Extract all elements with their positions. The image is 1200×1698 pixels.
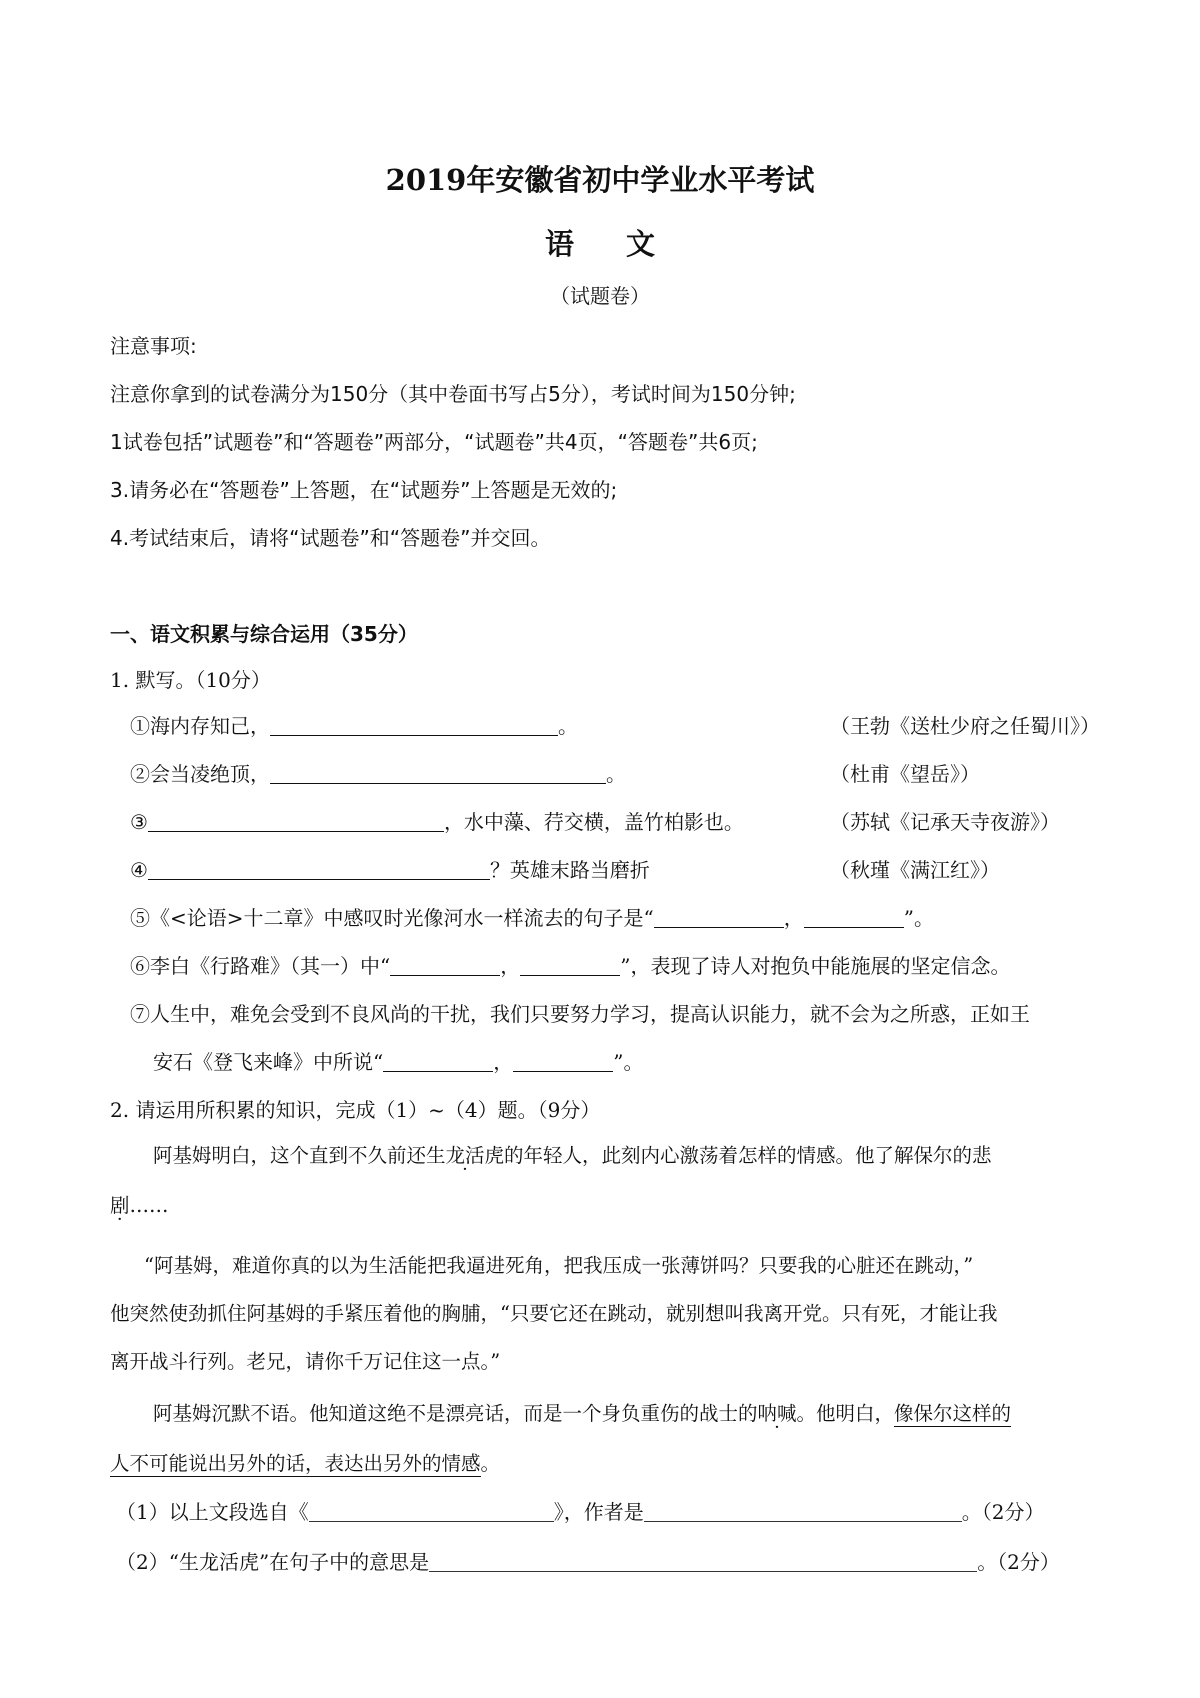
answer-blank[interactable] [654,907,784,928]
passage-para-2-line-2: 他突然使劲抓住阿基姆的手紧压着他的胸脯，“只要它还在跳动，就别想叫我离开党。只有死，才能让我 [110,1302,998,1325]
answer-blank[interactable] [429,1551,977,1572]
passage-text: 阿基姆沉默不语。他知道这绝不是漂亮话，而是一个身负重伤的战士的 [153,1402,758,1425]
item-text: （2）“生龙活虎”在句子中的意思是 [116,1550,430,1574]
emphasized-char: 剧 [110,1194,130,1217]
answer-blank[interactable] [148,859,490,880]
item-text: ③ [130,810,148,834]
item-text: 。 [558,714,578,738]
exam-subject: 语文 [544,227,707,261]
underlined-sentence: 像保尔这样的 [894,1402,1012,1425]
item-text: ”，表现了诗人对抱负中能施展的坚定信念。 [620,954,1011,978]
item-text: ， [783,906,804,930]
answer-blank[interactable] [644,1501,962,1522]
answer-blank[interactable] [383,1051,493,1072]
question-1-item-1 [130,710,578,739]
section-1-heading: 一、语文积累与综合运用（35分） [110,622,418,646]
answer-blank[interactable] [390,955,500,976]
item-text: ④ [130,858,148,882]
item-text: ⑥李白《行路难》（其一）中“ [130,954,391,978]
passage-text: 阿基姆明白，这个直到不久前还 [153,1144,427,1167]
question-1-item-7-line-2 [153,1046,643,1075]
item-text: ”。 [613,1050,644,1074]
question-2-sub-2 [116,1546,1060,1575]
item-text: 。（2分） [977,1550,1060,1574]
notice-item-4: 4.考试结束后，请将“试题卷”和“答题卷”并交回。 [110,526,551,550]
item-text: 安石《登飞来峰》中所说“ [153,1050,384,1074]
item-text: ，水中藻、荇交横，盖竹柏影也。 [443,810,744,834]
item-text: 。 [606,762,626,786]
question-1-item-6 [130,950,1010,979]
passage-text: 。他明白， [796,1402,895,1425]
question-1-item-7-line-1: ⑦人生中，难免会受到不良风尚的干扰，我们只要努力学习，提高认识能力，就不会为之所惑，正如王 [130,1002,1030,1026]
item-text: 》，作者是 [553,1500,644,1524]
item-text: ”。 [903,906,934,930]
passage-text: …… [129,1194,169,1217]
answer-blank[interactable] [520,955,620,976]
source-citation: （杜甫《望岳》） [830,762,980,786]
question-2-sub-1 [116,1496,1044,1525]
answer-blank[interactable] [804,907,904,928]
notice-heading: 注意事项: [110,334,197,358]
passage-text: 。 [480,1452,501,1475]
exam-title: 2019年安徽省初中学业水平考试 [385,163,815,197]
underlined-sentence: 人不可能说出另外的话，表达出另外的情感 [110,1452,481,1475]
question-1-item-2 [130,758,626,787]
passage-para-1-line-1 [153,1140,992,1168]
source-citation: （苏轼《记承天寺夜游》） [830,810,1060,834]
source-citation: （秋瑾《满江红》） [830,858,1000,882]
item-text: ？英雄末路当磨折 [489,858,650,882]
passage-para-3-line-1 [153,1398,1011,1426]
item-text: ⑤《<论语>十二章》中感叹时光像河水一样流去的句子是“ [130,906,654,930]
answer-blank[interactable] [270,715,558,736]
question-1-item-4 [130,854,650,883]
item-text: ②会当凌绝顶， [130,762,270,786]
item-text: （1）以上文段选自《 [116,1500,309,1524]
answer-blank[interactable] [148,811,444,832]
source-citation: （王勃《送杜少府之任蜀川》） [830,714,1100,738]
question-2-stem: 2. 请运用所积累的知识，完成（1）~（4）题。（9分） [110,1098,601,1122]
emphasized-phrase: 生龙活虎 [426,1144,505,1167]
question-1-item-5 [130,902,934,931]
question-1-item-3 [130,806,744,835]
emphasized-phrase: 呐喊 [757,1402,797,1425]
passage-text: 的年轻人，此刻内心激荡着怎样的情感。他了解保尔的悲 [504,1144,992,1167]
answer-blank[interactable] [309,1501,554,1522]
passage-para-2-line-3: 离开战斗行列。老兄，请你千万记住这一点。” [110,1350,501,1373]
answer-blank[interactable] [270,763,606,784]
item-text: 。（2分） [961,1500,1045,1524]
item-text: ， [493,1050,514,1074]
item-text: ①海内存知己， [130,714,270,738]
notice-item-1: 注意你拿到的试卷满分为150分（其中卷面书写占5分），考试时间为150分钟; [110,382,796,406]
answer-blank[interactable] [513,1051,613,1072]
question-1-stem: 1. 默写。（10分） [110,668,271,692]
paper-type-label: （试题卷） [550,284,650,308]
passage-para-2-line-1: “阿基姆，难道你真的以为生活能把我逼进死角，把我压成一张薄饼吗？只要我的心脏还在跳动，” [144,1254,974,1277]
notice-item-3: 3.请务必在“答题卷”上答题，在“试题券”上答题是无效的; [110,478,618,502]
passage-para-3-line-2 [110,1448,500,1476]
notice-item-2: 1试卷包括”试题卷”和“答题卷”两部分，“试题卷”共4页，“答题卷”共6页; [110,430,758,454]
item-text: ， [500,954,521,978]
passage-para-1-line-2 [110,1190,169,1218]
